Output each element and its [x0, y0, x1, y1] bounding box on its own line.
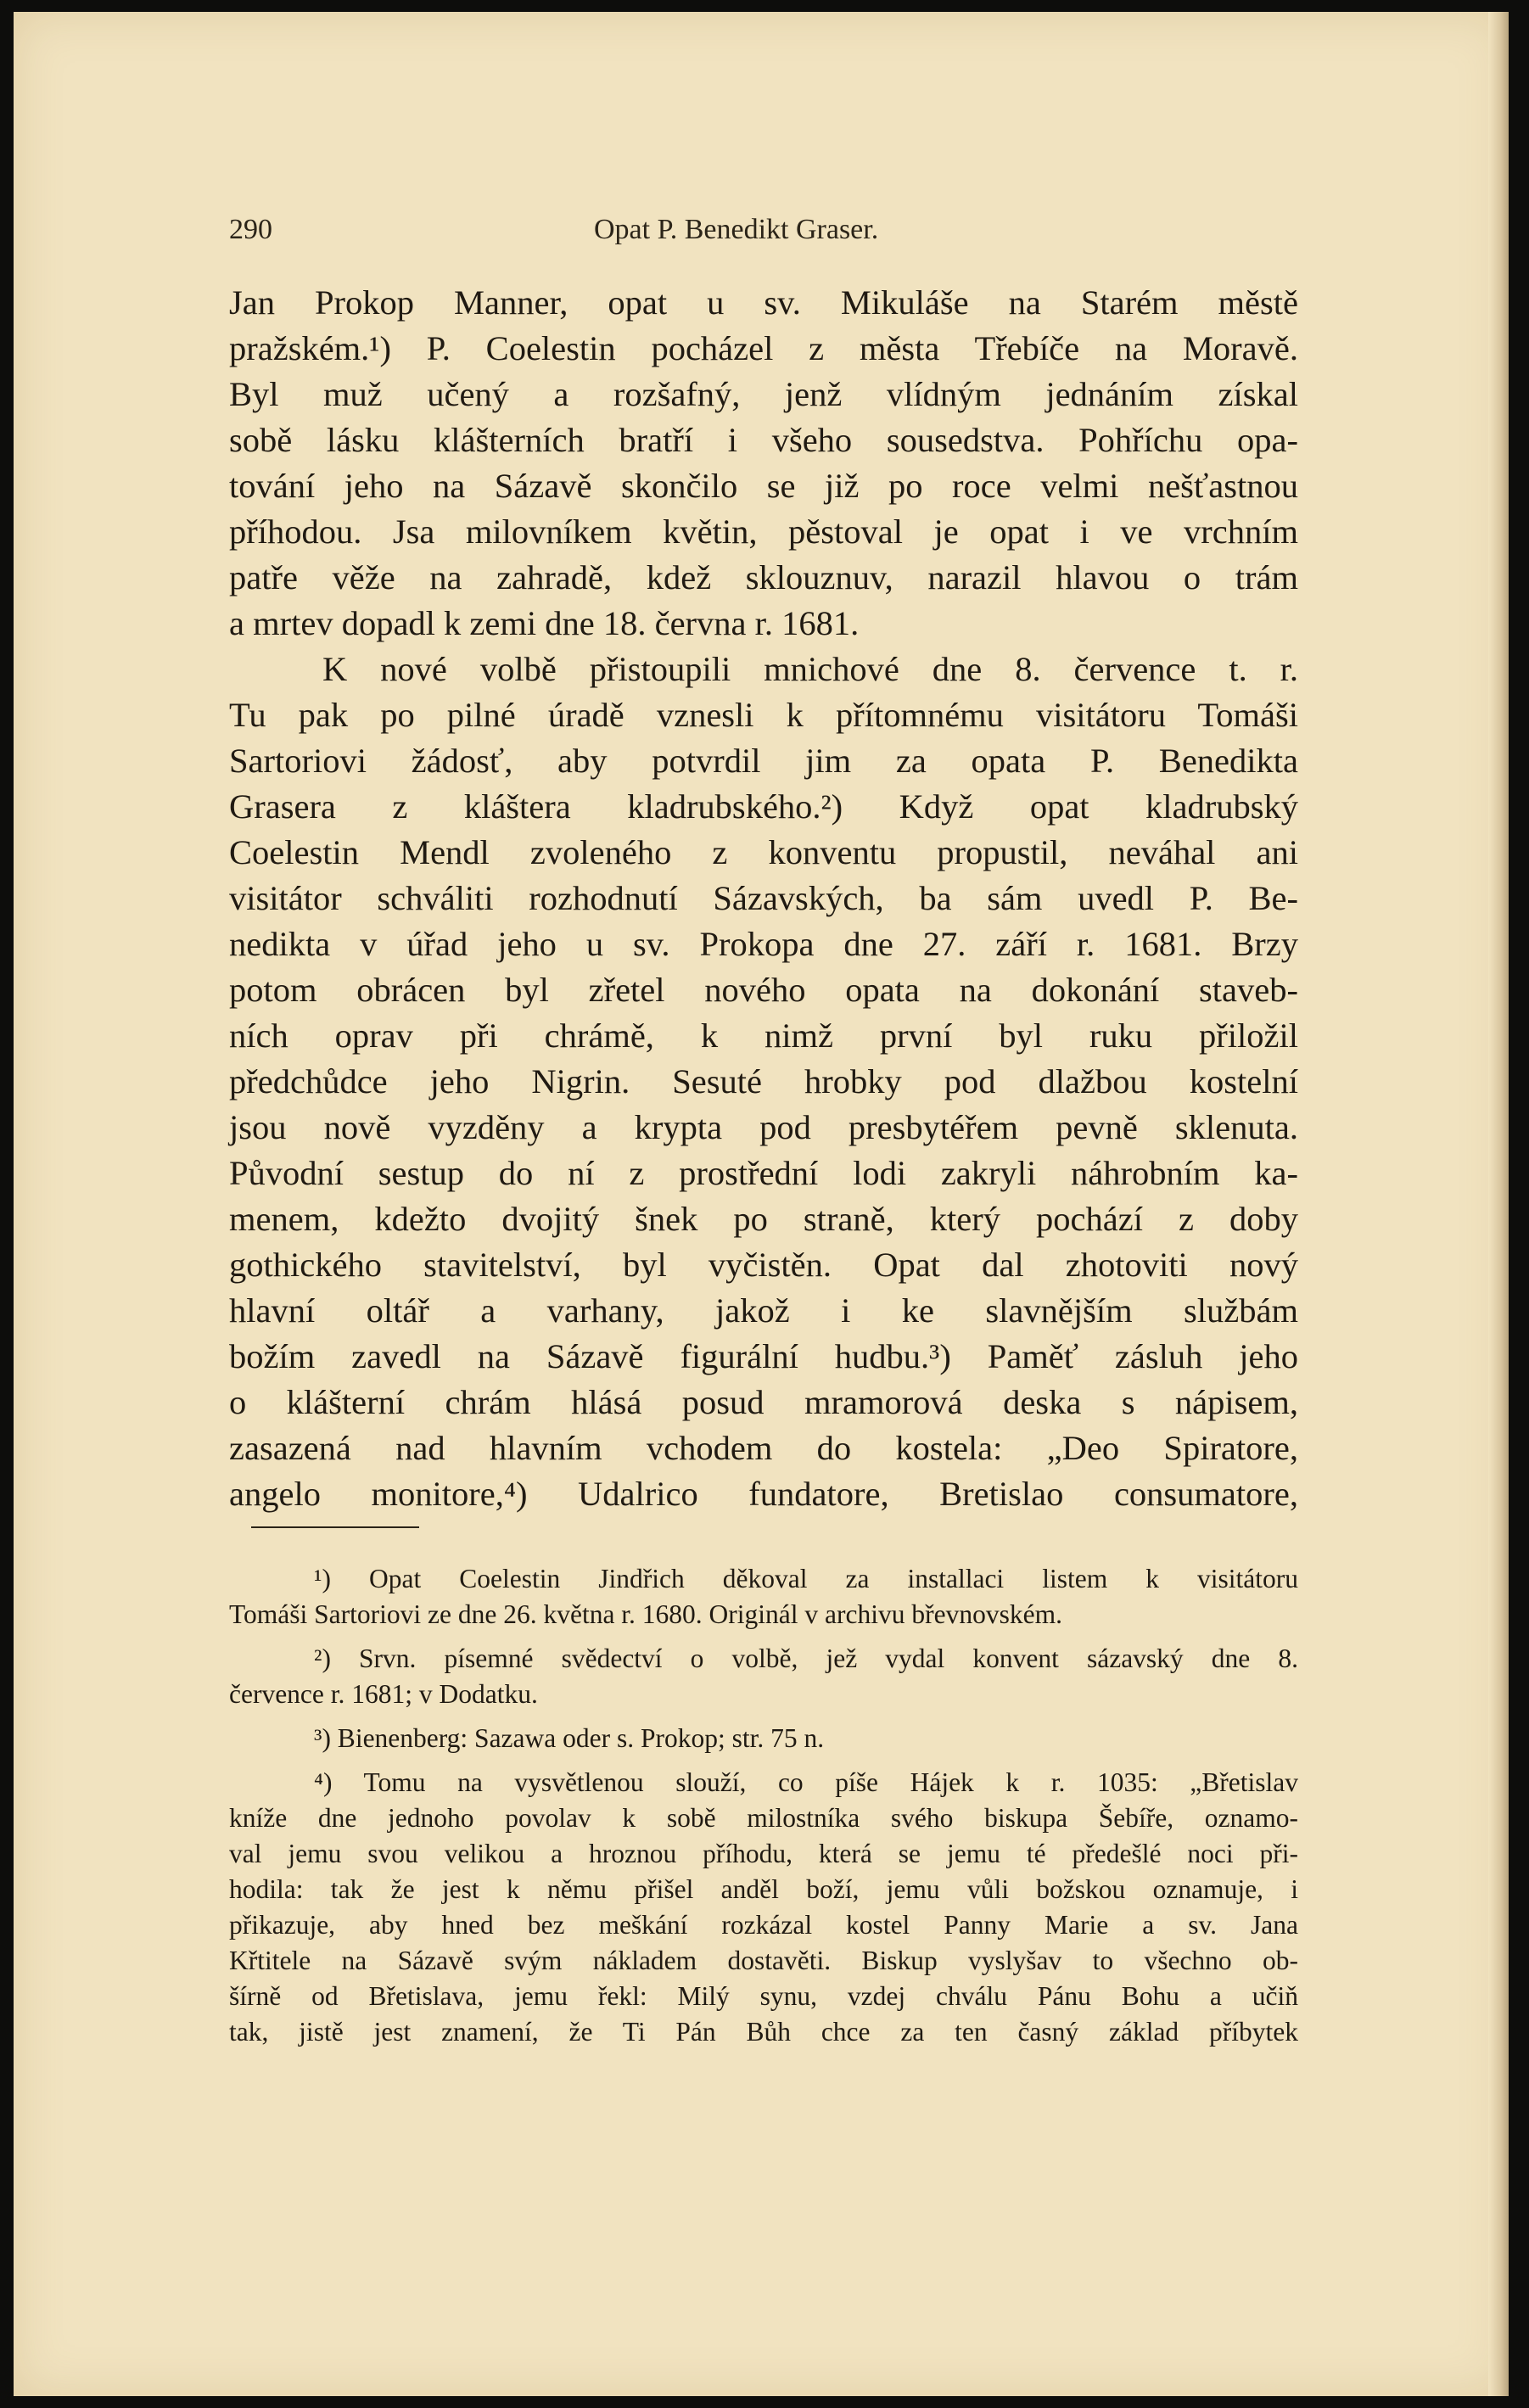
- footnote-line: hodila: tak že jest k němu přišel anděl boží, jemu vůli božskou oznamuje, i: [229, 1874, 1298, 1904]
- text-line: menem, kdežto dvojitý šnek po straně, který pochází z doby: [229, 1200, 1298, 1238]
- text-line: jsou nově vyzděny a krypta pod presbytéřem pevně sklenuta.: [229, 1108, 1298, 1146]
- footnote-line: kníže dne jednoho povolav k sobě milostníka svého biskupa Šebíře, oznamo-: [229, 1803, 1298, 1833]
- text-line: K nové volbě přistoupili mnichové dne 8. července t. r.: [322, 650, 1298, 688]
- footnote-line: šírně od Břetislava, jemu řekl: Milý synu, vzdej chválu Pánu Bohu a učiň: [229, 1981, 1298, 2011]
- text-line: příhodou. Jsa milovníkem květin, pěstoval je opat i ve vrchním: [229, 512, 1298, 551]
- footnotes: [229, 1561, 1298, 2050]
- text-line: Jan Prokop Manner, opat u sv. Mikuláše na Starém městě: [229, 283, 1298, 322]
- main-text: [229, 280, 1298, 1517]
- text-line: nedikta v úřad jeho u sv. Prokopa dne 27. září r. 1681. Brzy: [229, 925, 1298, 963]
- text-line: hlavní oltář a varhany, jakož i ke slavnějším službám: [229, 1291, 1298, 1330]
- text-line: sobě lásku klášterních bratří i všeho sousedstva. Pohříchu opa-: [229, 421, 1298, 459]
- text-line: patře věže na zahradě, kdež sklouznuv, narazil hlavou o trám: [229, 558, 1298, 596]
- footnote-line: ³) Bienenberg: Sazawa oder s. Prokop; str. 75 n.: [314, 1723, 825, 1753]
- text-line: Byl muž učený a rozšafný, jenž vlídným jednáním získal: [229, 375, 1298, 413]
- running-title: Opat P. Benedikt Graser.: [594, 214, 879, 245]
- footnote-line: přikazuje, aby hned bez meškání rozkázal kostel Panny Marie a sv. Jana: [229, 1910, 1298, 1940]
- footnote-line: ⁴) Tomu na vysvětlenou slouží, co píše Hájek k r. 1035: „Břetislav: [314, 1767, 1298, 1797]
- footnote-line: ²) Srvn. písemné svědectví o volbě, jež vydal konvent sázavský dne 8.: [314, 1644, 1298, 1673]
- footnote-line: Tomáši Sartoriovi ze dne 26. května r. 1680. Originál v archivu břevnovském.: [229, 1599, 1062, 1629]
- text-line: Původní sestup do ní z prostřední lodi zakryli náhrobním ka-: [229, 1154, 1298, 1192]
- footnote-line: val jemu svou velikou a hroznou příhodu, která se jemu té předešlé noci při-: [229, 1839, 1298, 1868]
- text-line: tování jeho na Sázavě skončilo se již po roce velmi nešťastnou: [229, 467, 1298, 505]
- text-line: a mrtev dopadl k zemi dne 18. června r. 1681.: [229, 604, 860, 642]
- text-line: Sartoriovi žádosť, aby potvrdil jim za opata P. Benedikta: [229, 742, 1298, 780]
- text-line: Coelestin Mendl zvoleného z konventu propustil, neváhal ani: [229, 833, 1298, 871]
- text-line: božím zavedl na Sázavě figurální hudbu.³) Paměť zásluh jeho: [229, 1337, 1298, 1375]
- text-line: gothického stavitelství, byl vyčistěn. Opat dal zhotoviti nový: [229, 1246, 1298, 1284]
- text-line: pražském.¹) P. Coelestin pocházel z města Třebíče na Moravě.: [229, 329, 1298, 367]
- text-line: předchůdce jeho Nigrin. Sesuté hrobky pod dlažbou kostelní: [229, 1062, 1298, 1100]
- text-line: angelo monitore,⁴) Udalrico fundatore, Bretislao consumatore,: [229, 1475, 1298, 1513]
- text-line: zasazená nad hlavním vchodem do kostela: „Deo Spiratore,: [229, 1429, 1298, 1467]
- footnote-line: ¹) Opat Coelestin Jindřich děkoval za installaci listem k visitátoru: [314, 1564, 1298, 1593]
- page-edge-shadow: [1488, 12, 1509, 2396]
- page-number: 290: [229, 214, 272, 245]
- footnote-separator: [251, 1526, 419, 1528]
- text-line: Grasera z kláštera kladrubského.²) Když opat kladrubský: [229, 787, 1298, 826]
- footnote-line: července r. 1681; v Dodatku.: [229, 1679, 538, 1709]
- text-line: o klášterní chrám hlásá posud mramorová deska s nápisem,: [229, 1383, 1298, 1421]
- text-line: potom obrácen byl zřetel nového opata na dokonání staveb-: [229, 971, 1298, 1009]
- text-line: ních oprav při chrámě, k nimž první byl ruku přiložil: [229, 1016, 1298, 1055]
- text-line: visitátor schváliti rozhodnutí Sázavských, ba sám uvedl P. Be-: [229, 879, 1298, 917]
- footnote-line: tak, jistě jest znamení, že Ti Pán Bůh chce za ten časný základ příbytek: [229, 2017, 1298, 2047]
- text-line: Tu pak po pilné úradě vznesli k přítomnému visitátoru Tomáši: [229, 696, 1298, 734]
- footnote-line: Křtitele na Sázavě svým nákladem dostavěti. Biskup vyslyšav to všechno ob-: [229, 1946, 1298, 1975]
